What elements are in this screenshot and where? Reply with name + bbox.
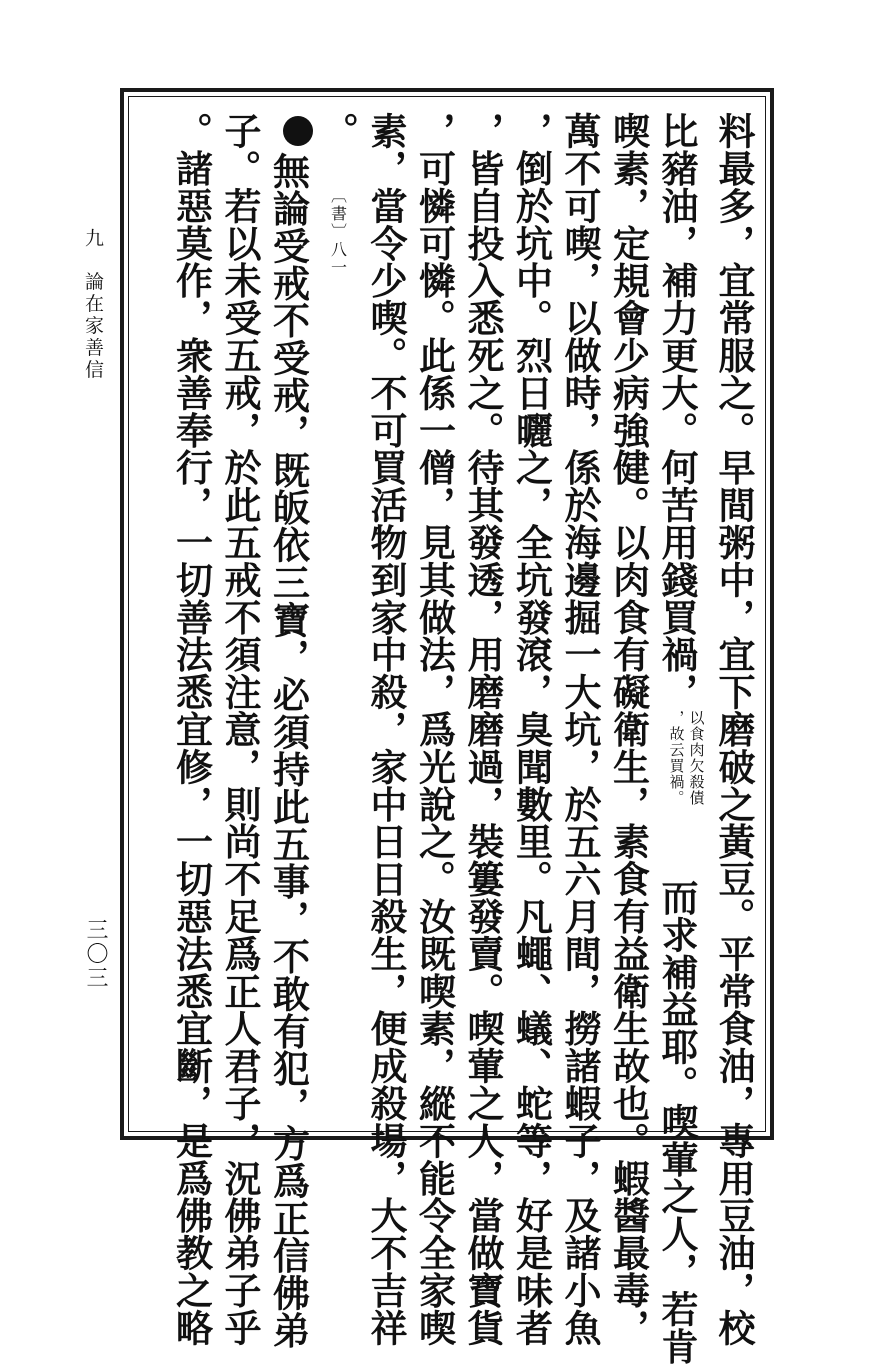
text-column-1: 料最多，宜常服之。早間粥中，宜下磨破之黃豆。平常食油，專用豆油，校 <box>712 112 756 1347</box>
annotation-line-1: 以食肉欠殺債 <box>687 710 706 807</box>
page-number: 三〇三 <box>83 918 108 990</box>
chapter-title: 論在家善信 <box>82 271 104 382</box>
closing-mark: 。 <box>315 112 360 150</box>
chapter-header <box>80 228 107 381</box>
chapter-number: 九 <box>82 228 104 250</box>
text-column-3: 喫素，定規會少病強健。以肉食有礙衛生，素食有益衛生故也。蝦醬最毒， <box>606 112 651 1347</box>
text-column-2-tail: 而求補益耶。喫葷之人，若肯 <box>655 878 699 1365</box>
text-column-4: 萬不可喫，以做時，係於海邊掘一大坑，於五六月間，撈諸蝦子，及諸小魚 <box>558 112 602 1347</box>
text-column-12: 。諸惡莫作，衆善奉行，一切善法悉宜修，一切惡法悉宜斷，是爲佛教之略 <box>169 112 214 1347</box>
text-column-5: ，倒於坑中。烈日曬之，全坑發滾，臭聞數里。凡蠅、蟻、蛇等，好是味者 <box>509 112 554 1347</box>
text-column-2-head: 比豬油，補力更大。何苦用錢買禍， <box>655 112 699 711</box>
text-column-6: ，皆自投入悉死之。待其發透，用磨磨過，裝簍發賣。喫葷之人，當做寶貨 <box>461 112 505 1347</box>
vertical-text-body <box>138 112 758 1365</box>
text-column-2 <box>653 112 710 1365</box>
text-column-8: 素，當令少喫。不可買活物到家中殺，家中日日殺生，便成殺場，大不吉祥 <box>364 112 408 1347</box>
annotation-line-2: ，故云買禍。 <box>667 710 686 807</box>
text-column-10 <box>264 112 313 1349</box>
text-column-10-text: 無論受戒不受戒，既皈依三寶，必須持此五事，不敢有犯，方爲正信佛弟 <box>266 152 311 1349</box>
text-column-7: ，可憐可憐。此係一僧，見其做法，爲光說之。汝既喫素，縱不能令全家喫 <box>412 112 457 1347</box>
bullet-dot-icon <box>283 116 313 146</box>
text-column-11: 子。若以未受五戒，於此五戒不須注意，則尚不足爲正人君子，況佛弟子乎 <box>218 112 262 1347</box>
text-column-9 <box>313 112 362 1124</box>
inline-annotation <box>667 710 707 878</box>
footnote-reference: 〔書〕八一 <box>328 186 348 277</box>
